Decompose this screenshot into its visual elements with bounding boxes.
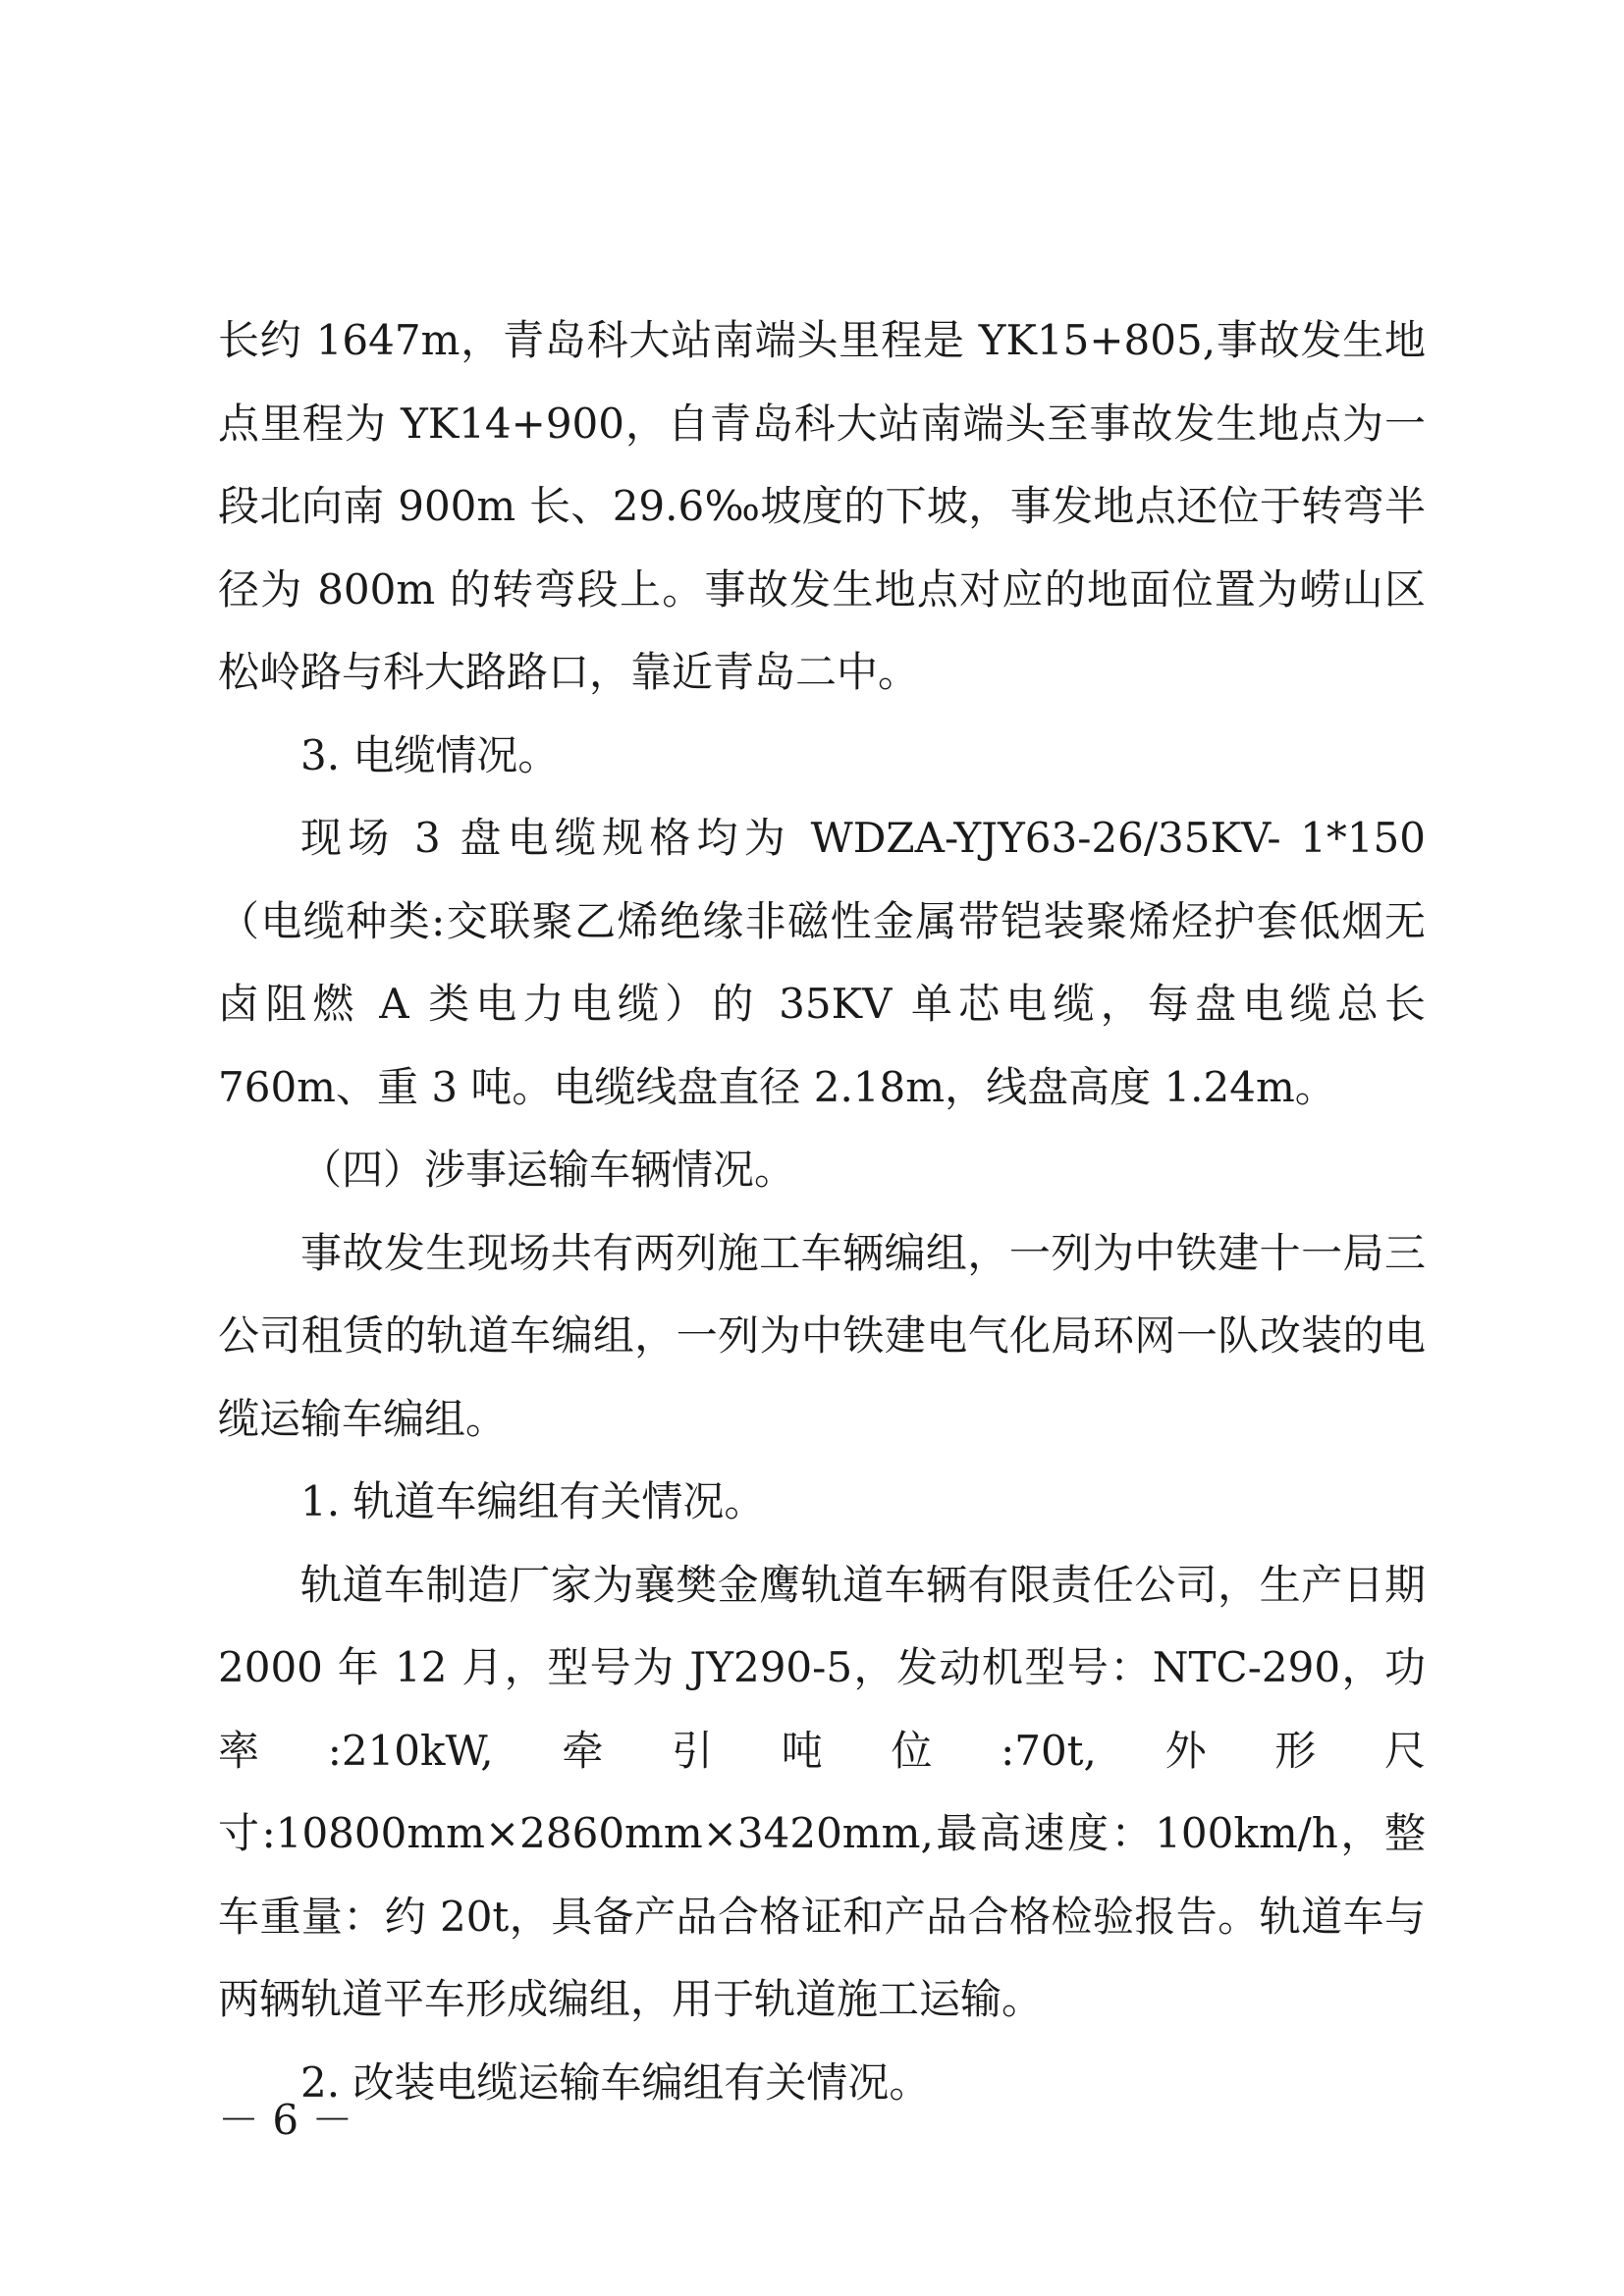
heading-vehicles: （四）涉事运输车辆情况。: [300, 1146, 796, 1194]
paragraph-rail-car-details: 轨道车制造厂家为襄樊金鹰轨道车辆有限责任公司，生产日期 2000 年 12 月，型号为 JY290-5，发动机型号：NTC-290，功率:210kW,牵引吨位:70t,外形尺寸:10800mm×2860mm×3420mm,最高速度：100km/h，整车重量：约 20t，具备产品合格证和产品合格检验报告。轨道车与两辆轨道平车形成编组，用于轨道施工运输。: [218, 1560, 1426, 2023]
heading-rail-car: 1. 轨道车编组有关情况。: [300, 1477, 766, 1525]
paragraph-cable-spec: 现场 3 盘电缆规格均为 WDZA-YJY63-26/35KV- 1*150（电缆种类:交联聚乙烯绝缘非磁性金属带铠装聚烯烃护套低烟无卤阻燃 A 类电力电缆）的 35KV 单芯电缆，每盘电缆总长 760m、重 3 吨。电缆线盘直径 2.18m，线盘高度 1.24m。: [218, 814, 1426, 1111]
paragraph-line-mileage: 长约 1647m，青岛科大站南端头里程是 YK15+805,事故发生地点里程为 YK14+900，自青岛科大站南端头至事故发生地点为一段北向南 900m 长、29.6‰坡度的下坡，事发地点还位于转弯半径为 800m 的转弯段上。事故发生地点对应的地面位置为崂山区松岭路与科大路路口，靠近青岛二中。: [218, 316, 1426, 696]
paragraph-vehicle-groups: 事故发生现场共有两列施工车辆编组，一列为中铁建十一局三公司租赁的轨道车编组，一列为中铁建电气化局环网一队改装的电缆运输车编组。: [218, 1228, 1426, 1443]
heading-cable-status: 3. 电缆情况。: [300, 730, 560, 779]
document-body: [218, 299, 1426, 2124]
heading-cable-truck: 2. 改装电缆运输车编组有关情况。: [300, 2057, 931, 2107]
page-number: － 6 －: [218, 2096, 353, 2144]
